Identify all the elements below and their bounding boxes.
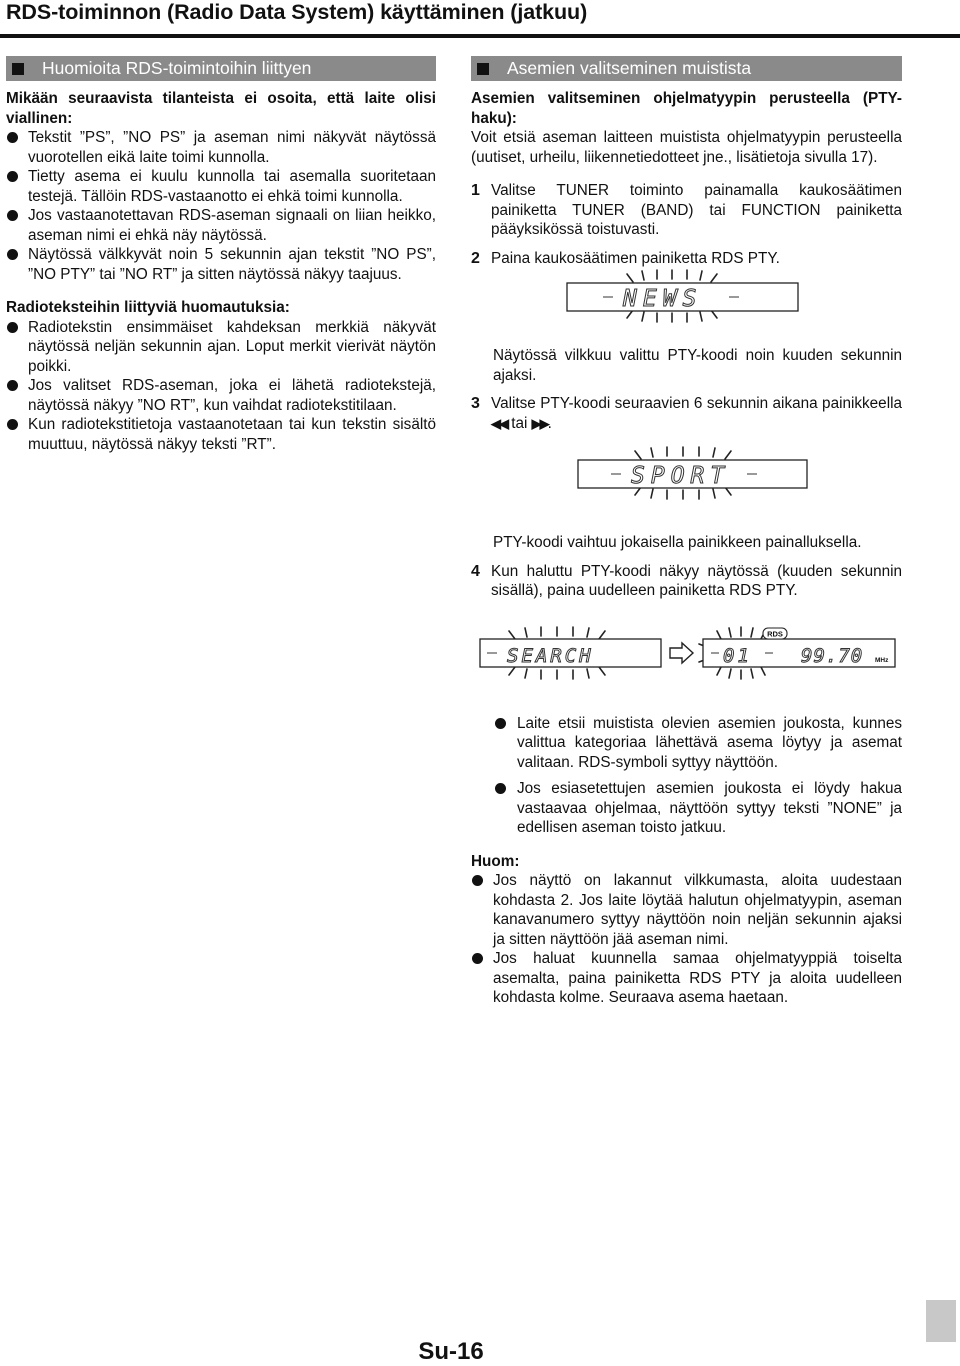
section-header-text: Asemien valitseminen muistista: [507, 57, 752, 78]
step-1: 1 Valitse TUNER toiminto painamalla kaukosäätimen painiketta TUNER (BAND) tai FUNCTION painiketta pääyksikössä toistuvasti.: [471, 182, 902, 238]
bullet-icon: [7, 419, 18, 430]
bullet-icon: [495, 718, 506, 729]
bullet-icon: [7, 380, 18, 391]
list-item: Jos valitset RDS-aseman, joka ei lähetä radiotekstejä, näytössä näkyy ”NO RT”, kun vaihdat radiotekstitilaan.: [6, 376, 436, 415]
lcd-preset-number: 01: [723, 644, 752, 667]
skip-forward-icon: ▶▶: [531, 415, 548, 431]
step-3: 3 Valitse PTY-koodi seuraavien 6 sekunnin aikana painikkeella ◀◀ tai ▶▶.: [471, 395, 902, 432]
lcd-display-news: [471, 268, 902, 346]
section-header-notes: [6, 56, 436, 81]
pty-subheading: Asemien valitseminen ohjelmatyypin perusteella (PTY-haku):: [471, 90, 902, 127]
square-bullet-icon: [477, 63, 489, 75]
step-4: 4 Kun haluttu PTY-koodi näkyy näytössä (kuuden sekunnin sisällä), paina uudelleen painiketta RDS PTY.: [471, 562, 902, 599]
lcd-frequency: 99.70: [801, 644, 864, 667]
list-item: Tekstit ”PS”, ”NO PS” ja aseman nimi näkyvät näytössä vuorotellen eikä laite toimi kunnolla.: [6, 128, 436, 167]
bullet-icon: [7, 171, 18, 182]
page-tab-marker: [926, 1300, 956, 1342]
lcd-display-sport: [471, 433, 902, 533]
arrow-right-icon: [670, 643, 693, 663]
page-number: Su-16: [418, 1338, 484, 1365]
sport-note: PTY-koodi vaihtuu jokaisella painikkeen painalluksella.: [493, 534, 862, 551]
section-header-text: Huomioita RDS-toimintoihin liittyen: [42, 57, 312, 78]
lcd-text: SPORT: [631, 463, 731, 489]
list-item: Radiotekstin ensimmäiset kahdeksan merkkiä näkyvät näytössä neljän sekunnin ajan. Loput merkit vierivät näytön poikki.: [6, 318, 436, 377]
section-header-memory: [471, 56, 902, 81]
rds-symbol-text: RDS: [767, 629, 783, 638]
skip-back-icon: ◀◀: [491, 415, 507, 431]
list-item: Tietty asema ei kuulu kunnolla tai asemalla suoritetaan testejä. Tällöin RDS-vastaanotto ei ehkä toimi kunnolla.: [6, 167, 436, 206]
list-item: Kun radiotekstitietoja vastaanotetaan tai kun tekstin sisältö muuttuu, näytössä näkyy teksti ”RT”.: [6, 415, 436, 454]
lcd-text: SEARCH: [507, 644, 594, 667]
list-item: Jos vastaanotettavan RDS-aseman signaali on liian heikko, aseman nimi ei ehkä näy näytössä.: [6, 206, 436, 245]
list-item: Jos näyttö on lakannut vilkkumasta, aloita uudestaan kohdasta 2. Jos laite löytää halutun ohjelmatyypin, aseman kanavanumero syttyy näyttöön noin neljän sekunnin ajaksi ja sitten näyttöön jää aseman nimi.: [471, 871, 902, 949]
pty-intro: Voit etsiä aseman laitteen muistista ohjelmatyypin perusteella (uutiset, urheilu, liikennetiedotteet jne., lisätietoja sivulla 17).: [471, 129, 902, 166]
page-title: RDS-toiminnon (Radio Data System) käyttäminen (jatkuu): [6, 0, 588, 24]
news-note: Näytössä vilkkuu valittu PTY-koodi noin kuuden sekunnin ajaksi.: [493, 347, 902, 384]
notes-intro: Mikään seuraavista tilanteista ei osoita, että laite olisi viallinen:: [6, 90, 436, 127]
lcd-display-search: [471, 601, 902, 705]
step-2: 2 Paina kaukosäätimen painiketta RDS PTY.: [471, 249, 780, 267]
radiotext-heading: Radioteksteihin liittyviä huomautuksia:: [6, 299, 290, 316]
left-column: [6, 56, 436, 454]
list-item: Laite etsii muistista olevien asemien joukosta, kunnes valittua kategoriaa lähettävä asema löytyy ja asemat valitaan. RDS-symboli syttyy näyttöön.: [471, 714, 902, 773]
list-item: Jos esiasetettujen asemien joukosta ei löydy hakua vastaavaa ohjelmaa, näyttöön syttyy teksti ”NONE” ja edellisen aseman toisto jatkuu.: [471, 779, 902, 838]
lcd-unit: MHz: [875, 656, 889, 664]
bullet-icon: [495, 783, 506, 794]
bullet-icon: [472, 875, 483, 886]
bullet-icon: [7, 132, 18, 143]
note-heading: Huom:: [471, 852, 520, 870]
square-bullet-icon: [12, 63, 24, 75]
bullet-icon: [7, 249, 18, 260]
title-rule: [0, 34, 960, 38]
right-column: [471, 56, 902, 1008]
bullet-icon: [472, 953, 483, 964]
lcd-text: NEWS: [623, 286, 703, 312]
list-item: Jos haluat kuunnella samaa ohjelmatyyppiä toiselta asemalta, paina painiketta RDS PTY ja aloita uudelleen kohdasta kolme. Seuraava asema haetaan.: [471, 949, 902, 1008]
bullet-icon: [7, 210, 18, 221]
bullet-icon: [7, 322, 18, 333]
list-item: Näytössä välkkyvät noin 5 sekunnin ajan tekstit ”NO PS”, ”NO PTY” tai ”NO RT” ja sitten näytössä näkyy taajuus.: [6, 245, 436, 284]
